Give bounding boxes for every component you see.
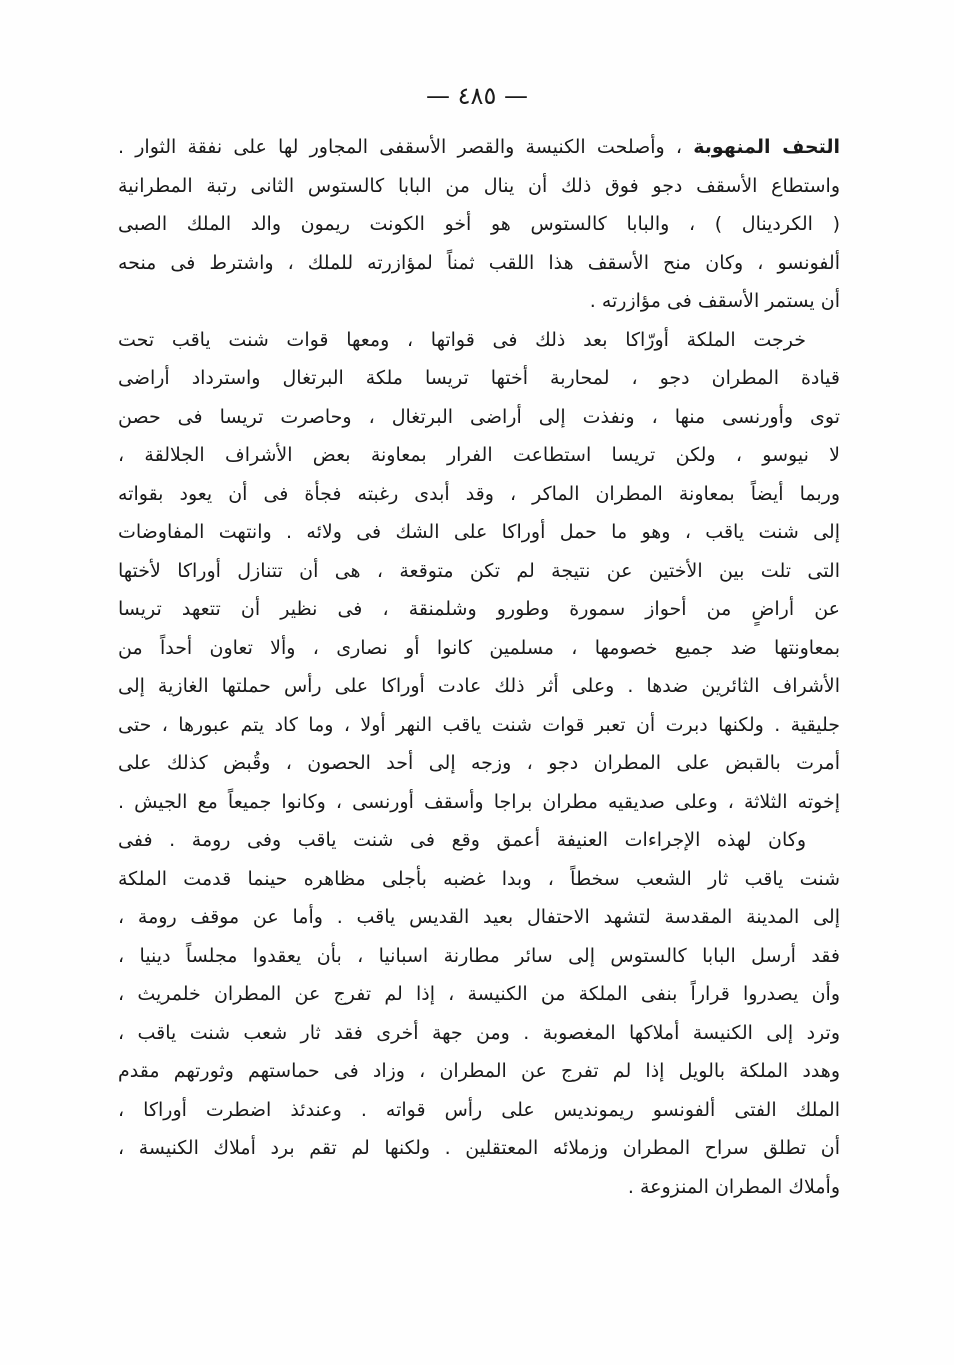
text-line: جليقية . ولكنها دبرت أن تعبر قوات شنت ياقب النهر أولا ، وما كاد يتم عبورها ، حتى <box>118 713 840 736</box>
text-line-rest: ، وأصلحت الكنيسة والقصر الأسقفى المجاور لها على نفقة الثوار . <box>118 136 694 158</box>
paragraph-3 <box>118 821 840 1206</box>
text-line: الملك الفتى ألفونسو ريمونديس على رأس قواته . وعندئذ اضطرت أوراكا ، <box>118 1098 840 1121</box>
paragraph-1 <box>118 128 840 321</box>
text-line: خرجت الملكة أورّاكا بعد ذلك فى قواتها ، ومعها قوات شنت ياقب تحت <box>118 328 806 351</box>
text-line: إلى المدينة المقدسة لتشهد الاحتفال بعيد القديس ياقب . وأما عن موقف رومة ، <box>118 906 840 928</box>
text-line: إخوته الثلاثة ، وعلى صديقيه مطران براجا وأسقف أورنسى ، وكانوا جميعاً مع الجيش . <box>118 790 840 813</box>
text-line: إلى شنت ياقب ، وهو ما حمل أوراكا على الشك فى ولائه . وانتهت المفاوضات <box>118 521 840 543</box>
text-line-lead: التحف المنهوبة <box>693 136 840 158</box>
text-line: أن يستمر الأسقف فى مؤازرته . <box>589 290 840 312</box>
text-line: وأملاك المطران المنزوعة . <box>627 1175 840 1198</box>
text-line: وأن يصدروا قراراً بنفى الملكة من الكنيسة ، إذا لم تفرج عن المطران خلمريث ، <box>118 983 840 1005</box>
text-line <box>118 128 840 167</box>
text-line: وترد إلى الكنيسة أملاكها المغصوبة . ومن جهة أخرى فقد ثار شعب شنت ياقب ، <box>118 1021 840 1044</box>
text-line: عن أراضٍ من أحواز سمورة وطورو وشلمنقة ، فى نظير أن تتعهد تريسا <box>118 598 840 620</box>
text-line: أن تطلق سراح المطران وزملائه المعتقلين . ولكنها لم تقم برد أملاك الكنيسة ، <box>118 1137 840 1159</box>
text-line: أمرت بالقبض على المطران دجو ، وزجه إلى أحد الحصون ، وقُبض كذلك على <box>118 752 840 774</box>
body-text <box>118 128 840 1206</box>
text-line: لا نيوسو ، ولكن تريسا استطاعت الفرار بمعاونة بعض الأشراف الجلالقة ، <box>118 444 840 466</box>
text-line: فقد أرسل البابا كالستوس إلى سائر مطارنة اسبانيا ، بأن يعقدوا مجلساً دينيا ، <box>118 944 840 967</box>
text-line: ألفونسو ، وكان منح الأسقف هذا اللقب ثمناً لمؤازرته للملك ، واشترط فى منحه <box>118 251 840 274</box>
paragraph-2 <box>118 321 840 822</box>
text-line: وهدد الملكة بالويل إذا لم تفرج عن المطران ، وزاد فى حماستهم وثورتهم مقدم <box>118 1060 840 1082</box>
text-line: ( الكردينال ) ، والبابا كالستوس هو أخو الكونت ريمون والد الملك الصبى <box>118 213 840 235</box>
page-number: — ٤٨٥ — <box>426 82 528 110</box>
text-line: وكان لهذه الإجراءات العنيفة أعمق وقع فى شنت ياقب وفى رومة . ففى <box>118 829 806 851</box>
text-line: توى وأورنسى منها ، ونفذت إلى أراضى البرتغال ، وحاصرت تريسا فى حصن <box>118 405 840 428</box>
text-line: قيادة المطران دجو ، لمحاربة أختها تريسا ملكة البرتغال واسترداد أراضى <box>118 367 840 389</box>
text-line: وربما أيضاً بمعاونة المطران الماكر ، وقد أبدى رغبته فجأة فى أن يعود بقواته <box>118 482 840 505</box>
text-line: شنت ياقب ثار الشعب سخطاً ، وبدا غضبه بأجلى مظاهره حينما قدمت الملكة <box>118 867 840 890</box>
text-line: بمعاونتها ضد جميع خصومها ، مسلمين كانوا أو نصارى ، وألا تعاون أحداً من <box>118 636 840 659</box>
text-line: الأشراف الثائرين ضدها . وعلى أثر ذلك عادت أوراكا على رأس حملتها الغازية إلى <box>118 675 840 697</box>
text-line: التى تلت بين الأختين عن نتيجة لم تكن متوقعة ، هى أن تتنازل أوراكا لأختها <box>118 559 840 582</box>
text-line: واستطاع الأسقف دجو فوق ذلك أن ينال من البابا كالستوس الثانى رتبة المطرانية <box>118 174 840 197</box>
